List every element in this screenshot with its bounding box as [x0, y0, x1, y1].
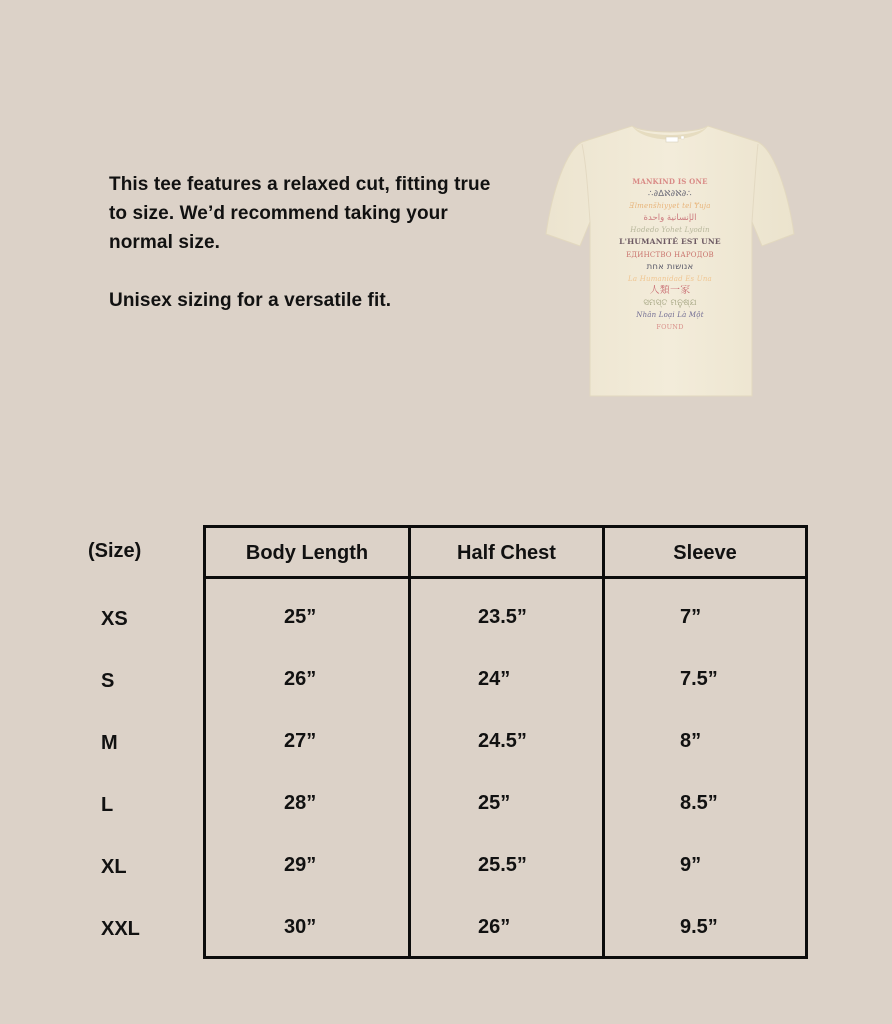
- half-chest-value: 25”: [478, 792, 511, 814]
- size-label: S: [101, 670, 115, 692]
- print-line: ସମସ୍ତ ମନୁଷ୍ଯ: [643, 297, 697, 308]
- size-label: XXL: [101, 918, 140, 940]
- fit-description: [109, 170, 509, 315]
- header-half-chest: Half Chest: [457, 542, 556, 564]
- half-chest-value: 24.5”: [478, 730, 527, 752]
- print-line: ∴∂∆ℵ∂ℵ∂∴: [648, 189, 692, 200]
- size-column-header: (Size): [88, 540, 142, 562]
- sleeve-value: 9.5”: [680, 916, 718, 938]
- size-chart-table: [203, 525, 808, 959]
- table-header-row: [206, 528, 805, 579]
- body-length-value: 29”: [284, 854, 317, 876]
- print-line: אנושות אחת: [646, 261, 694, 272]
- sleeve-value: 9”: [680, 854, 702, 876]
- body-length-value: 30”: [284, 916, 317, 938]
- half-chest-value: 26”: [478, 916, 511, 938]
- size-label: XS: [101, 608, 128, 630]
- fit-description-paragraph: This tee features a relaxed cut, fitting true to size. We’d recommend taking your normal size.: [109, 174, 491, 253]
- print-line: Ǝlmenšhiyyet tel Ɏuja: [629, 202, 711, 211]
- size-label: XL: [101, 856, 127, 878]
- print-line: FOUND: [656, 323, 684, 332]
- sleeve-value: 7”: [680, 606, 702, 628]
- header-sleeve: Sleeve: [673, 542, 737, 564]
- print-line: La Humanidad Es Una: [628, 274, 712, 283]
- sleeve-value: 8”: [680, 730, 702, 752]
- print-line: 人類一家: [649, 284, 691, 296]
- sleeve-value: 7.5”: [680, 668, 718, 690]
- half-chest-value: 23.5”: [478, 606, 527, 628]
- print-line: Hodedo Yohet Lyodin: [630, 226, 710, 235]
- print-line: Nhân Loại Là Một: [636, 311, 704, 320]
- size-label: L: [101, 794, 114, 816]
- print-line: L'HUMANITÉ EST UNE: [619, 237, 721, 247]
- body-length-value: 26”: [284, 668, 317, 690]
- half-chest-value: 25.5”: [478, 854, 527, 876]
- size-label: M: [101, 732, 118, 754]
- product-image: [544, 122, 796, 398]
- size-label-column: [88, 526, 198, 960]
- half-chest-column: [411, 579, 605, 956]
- sleeve-column: [605, 579, 805, 956]
- header-body-length: Body Length: [245, 542, 369, 564]
- body-length-value: 27”: [284, 730, 317, 752]
- print-line: الإنسانية واحدة: [643, 213, 697, 224]
- sleeve-value: 8.5”: [680, 792, 718, 814]
- body-length-value: 25”: [284, 606, 317, 628]
- body-length-value: 28”: [284, 792, 317, 814]
- body-length-column: [206, 579, 411, 956]
- half-chest-value: 24”: [478, 668, 511, 690]
- table-body: [206, 579, 805, 956]
- unisex-note: Unisex sizing for a versatile fit.: [109, 290, 392, 311]
- print-line: ЕДИНСТВО НАРОДОВ: [626, 250, 714, 259]
- print-line: MANKIND IS ONE: [632, 177, 708, 186]
- shirt-print: [600, 176, 740, 333]
